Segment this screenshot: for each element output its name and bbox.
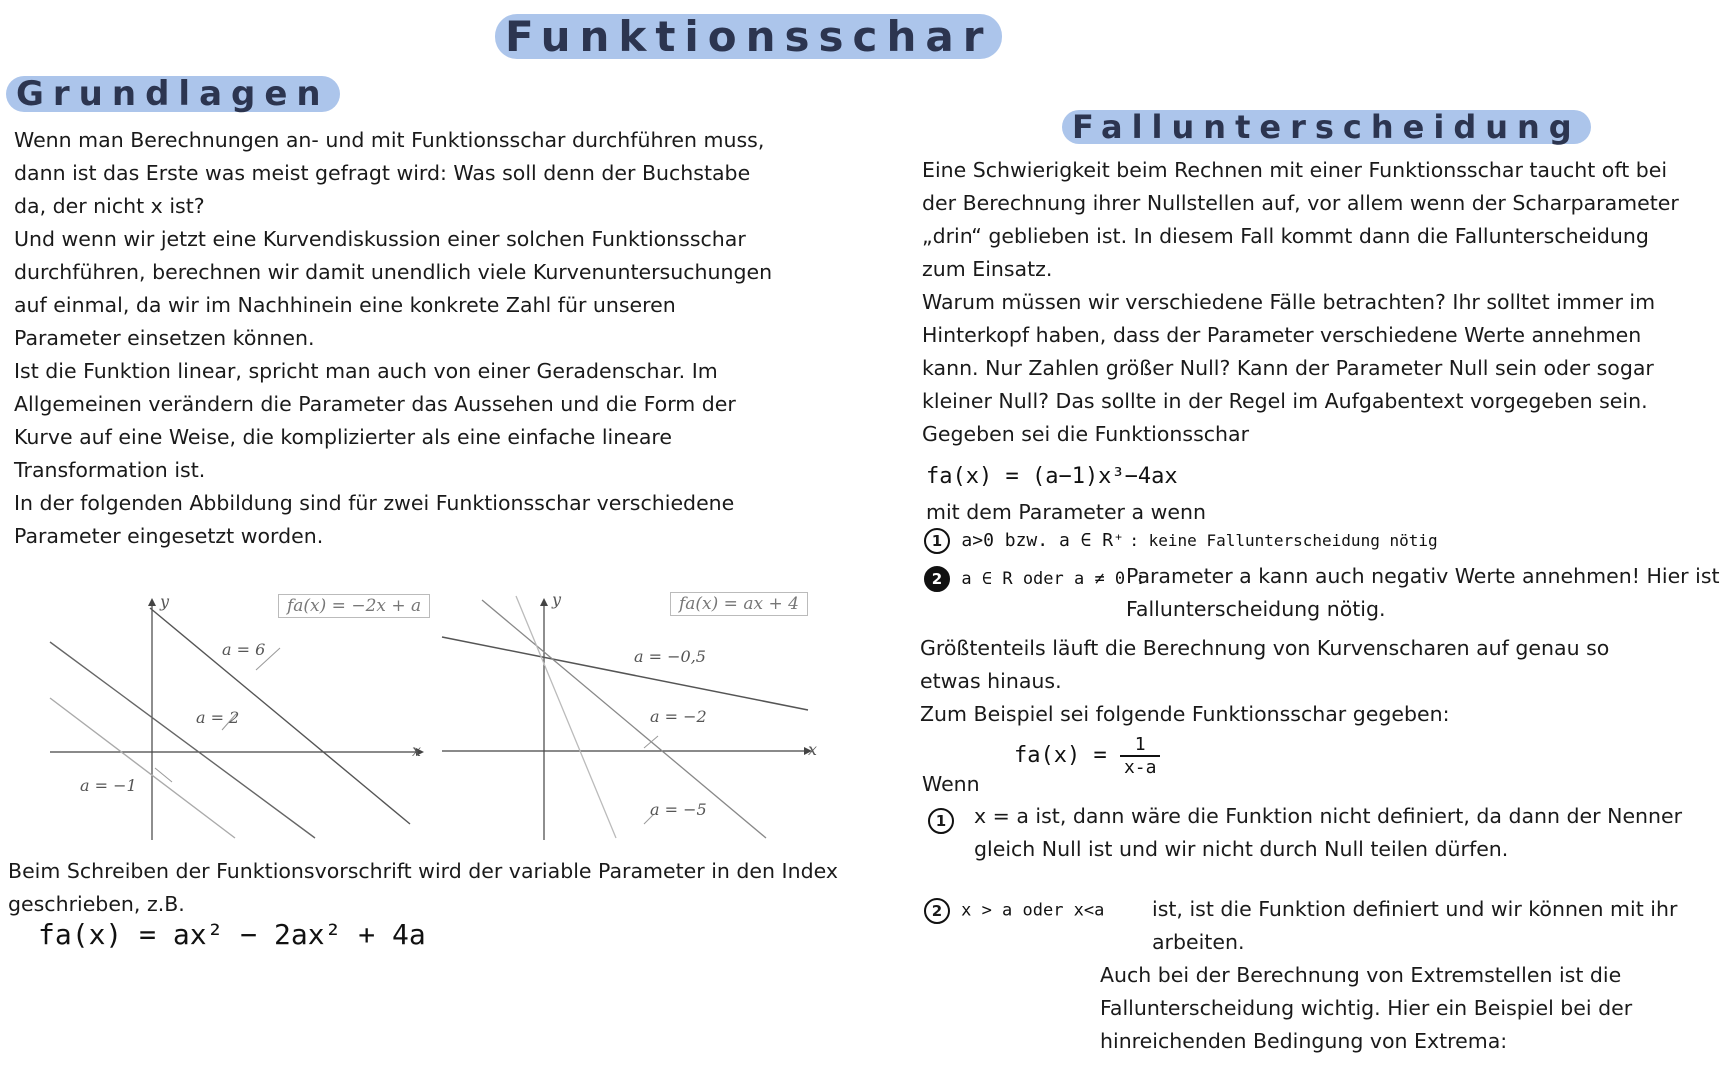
axis-label-x: x — [412, 741, 422, 760]
item-2-text — [1152, 893, 1722, 959]
series-label: a = −0,5 — [634, 647, 706, 666]
text-line: Parameter a kann auch negativ Werte annehmen! Hier ist — [1126, 564, 1720, 588]
text-line: Warum müssen wir verschiedene Fälle betrachten? Ihr solltet immer im — [922, 290, 1656, 314]
text-line: Parameter einsetzen können. — [14, 326, 315, 350]
extremstellen-text — [1100, 959, 1720, 1058]
line-a-6 — [150, 608, 410, 824]
text-line: kann. Nur Zahlen größer Null? Kann der Parameter Null sein oder sogar — [922, 356, 1654, 380]
series-label: a = −1 — [80, 776, 137, 795]
case-2-text — [1126, 560, 1726, 626]
text-line: geschrieben, z.B. — [8, 892, 185, 916]
case-1 — [924, 528, 1438, 554]
case-2-condition: a ∈ R oder a ≠ 0 : — [961, 569, 1146, 589]
text-line: Auch bei der Berechnung von Extremstellen ist die — [1100, 963, 1622, 987]
text-line: Parameter eingesetzt worden. — [14, 524, 324, 548]
line-a-minus-5 — [516, 596, 616, 838]
text-line: Hinterkopf haben, dass der Parameter verschiedene Werte annehmen — [922, 323, 1642, 347]
number-circle-2: 2 — [924, 566, 950, 592]
index-note — [8, 855, 888, 921]
text-line: Zum Beispiel sei folgende Funktionsschar gegeben: — [920, 702, 1450, 726]
text-line: Gegeben sei die Funktionsschar — [922, 422, 1250, 446]
text-line: dann ist das Erste was meist gefragt wird: Was soll denn der Buchstabe — [14, 161, 751, 185]
series-label: a = −5 — [650, 800, 707, 819]
text-line: Kurve auf eine Weise, die komplizierter als eine einfache lineare — [14, 425, 673, 449]
formula-funktionsschar: fa(x) = (a−1)x³−4ax — [926, 464, 1178, 489]
text-line: auf einmal, da wir im Nachhinein eine konkrete Zahl für unseren — [14, 293, 676, 317]
example-formula: fa(x) = ax² − 2ax² + 4a — [38, 918, 426, 951]
number-circle-1: 1 — [924, 528, 950, 554]
text-line: hinreichenden Bedingung von Extrema: — [1100, 1029, 1508, 1053]
item-2-condition: x > a oder x<a — [961, 900, 1105, 921]
text-line: Fallunterscheidung nötig. — [1126, 597, 1386, 621]
fraction-denominator: x-a — [1123, 757, 1157, 778]
text-line: da, der nicht x ist? — [14, 194, 205, 218]
text-line: Beim Schreiben der Funktionsvorschrift wird der variable Parameter in den Index — [8, 859, 838, 883]
y-axis-arrow — [148, 598, 156, 606]
page-title: Funktionsschar — [505, 12, 992, 61]
y-axis-arrow — [540, 598, 548, 606]
text-line: Allgemeinen verändern die Parameter das Aussehen und die Form der — [14, 392, 736, 416]
param-line: mit dem Parameter a wenn — [926, 500, 1206, 524]
fraction — [1120, 734, 1161, 778]
formula-bruch — [1014, 734, 1160, 778]
text-line: zum Einsatz. — [922, 257, 1053, 281]
kurvenscharen-text — [920, 632, 1720, 731]
item-1-text — [974, 800, 1724, 866]
text-line: Ist die Funktion linear, spricht man auch von einer Geradenschar. Im — [14, 359, 718, 383]
text-line: Und wenn wir jetzt eine Kurvendiskussion einer solchen Funktionsschar — [14, 227, 746, 251]
text-line: Wenn man Berechnungen an- und mit Funktionsschar durchführen muss, — [14, 128, 765, 152]
case-1-text: : keine Fallunterscheidung nötig — [1129, 531, 1438, 550]
item-2 — [924, 898, 1104, 924]
axis-label-x: x — [808, 740, 818, 759]
text-line: ist, ist die Funktion definiert und wir können mit ihr — [1152, 897, 1678, 921]
wenn-label: Wenn — [922, 772, 980, 796]
line-a-2 — [50, 642, 315, 838]
number-circle-2: 2 — [924, 898, 950, 924]
grundlagen-text — [14, 124, 814, 553]
number-circle-1: 1 — [928, 808, 954, 834]
axis-label-y: y — [160, 592, 170, 611]
axis-label-y: y — [552, 590, 562, 609]
text-line: Größtenteils läuft die Berechnung von Kurvenscharen auf genau so — [920, 636, 1610, 660]
series-label: a = −2 — [650, 707, 707, 726]
text-line: Transformation ist. — [14, 458, 206, 482]
text-line: „drin“ geblieben ist. In diesem Fall kommt dann die Fallunterscheidung — [922, 224, 1649, 248]
text-line: arbeiten. — [1152, 930, 1245, 954]
text-line: Eine Schwierigkeit beim Rechnen mit einer Funktionsschar taucht oft bei — [922, 158, 1668, 182]
fallunterscheidung-text — [922, 154, 1722, 451]
series-label: a = 2 — [196, 708, 240, 727]
text-line: x = a ist, dann wäre die Funktion nicht definiert, da dann der Nenner — [974, 804, 1683, 828]
graph-geradenschar-2 — [436, 590, 826, 840]
case-2 — [924, 566, 1146, 592]
series-label: a = 6 — [222, 640, 266, 659]
text-line: kleiner Null? Das sollte in der Regel im Aufgabentext vorgegeben sein. — [922, 389, 1648, 413]
section-heading-fallunterscheidung: Fallunterscheidung — [1072, 108, 1581, 146]
formula-box: fa(x) = ax + 4 — [670, 592, 808, 616]
formula-box: fa(x) = −2x + a — [278, 594, 430, 618]
formula-lhs: fa(x) = — [1014, 743, 1107, 768]
case-1-condition: a>0 bzw. a ∈ R⁺ — [961, 530, 1124, 551]
fraction-numerator: 1 — [1120, 734, 1161, 757]
text-line: der Berechnung ihrer Nullstellen auf, vor allem wenn der Scharparameter — [922, 191, 1679, 215]
text-line: durchführen, berechnen wir damit unendlich viele Kurvenuntersuchungen — [14, 260, 773, 284]
line-a-minus-2 — [482, 600, 766, 838]
text-line: Fallunterscheidung wichtig. Hier ein Beispiel bei der — [1100, 996, 1633, 1020]
line-a-minus-0-5 — [442, 637, 808, 710]
text-line: In der folgenden Abbildung sind für zwei Funktionsschar verschiedene — [14, 491, 735, 515]
text-line: gleich Null ist und wir nicht durch Null teilen dürfen. — [974, 837, 1509, 861]
text-line: etwas hinaus. — [920, 669, 1062, 693]
section-heading-grundlagen: Grundlagen — [16, 74, 330, 114]
